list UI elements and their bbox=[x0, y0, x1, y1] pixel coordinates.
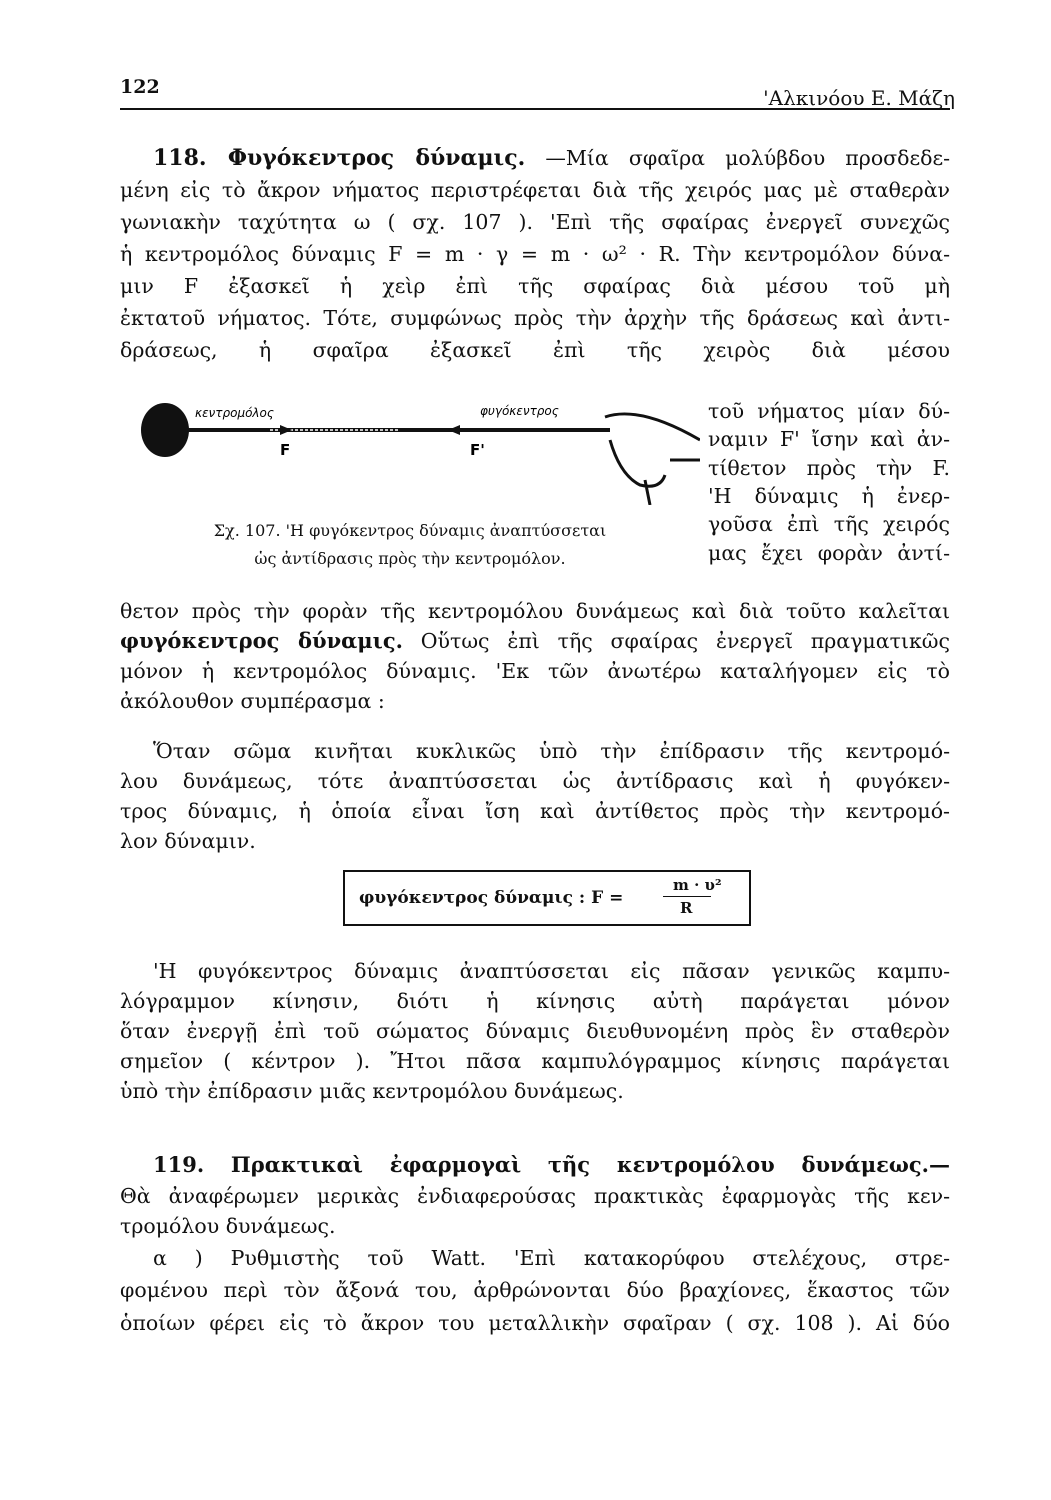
formula-denominator: R bbox=[680, 899, 693, 917]
figure-caption: ὡς ἀντίδρασις πρὸς τὴν κεντρομόλον. bbox=[254, 549, 566, 568]
text-line: ὁποίων φέρει εἰς τὸ ἄκρον του μεταλλικὴν σφαῖραν ( σχ. 108 ). Αἱ δύο bbox=[120, 1311, 950, 1335]
text-line: γοῦσα ἐπὶ τῆς χειρός bbox=[708, 512, 950, 536]
text-line: ὑπὸ τὴν ἐπίδρασιν μιᾶς κεντρομόλου δυνάμεως. bbox=[120, 1079, 624, 1103]
text-line: δράσεως, ἡ σφαῖρα ἐξασκεῖ ἐπὶ τῆς χειρὸς διὰ μέσου bbox=[120, 338, 950, 362]
text-line bbox=[120, 628, 950, 654]
page-number: 122 bbox=[120, 76, 160, 98]
text-line: ναμιν F' ἴσην καὶ ἀν- bbox=[708, 427, 950, 451]
text-line: 'Η φυγόκεντρος δύναμις ἀναπτύσσεται εἰς πᾶσαν γενικῶς καμπυ- bbox=[153, 959, 950, 983]
conclusion-line: λου δυνάμεως, τότε ἀναπτύσσεται ὡς ἀντίδρασις καὶ ἡ φυγόκεν- bbox=[120, 769, 950, 793]
force-f-prime-label: F' bbox=[470, 441, 485, 459]
text-line: ἡ κεντρομόλος δύναμις F = m · γ = m · ω² · R. Τὴν κεντρομόλον δύνα- bbox=[120, 242, 950, 266]
text-line: σημεῖον ( κέντρον ). Ἤτοι πᾶσα καμπυλόγραμμος κίνησις παράγεται bbox=[120, 1049, 950, 1073]
text-line: τοῦ νήματος μίαν δύ- bbox=[708, 399, 950, 423]
formula-box bbox=[343, 870, 751, 926]
text-line: μόνον ἡ κεντρομόλος δύναμις. 'Εκ τῶν ἀνωτέρω καταλήγομεν εἰς τὸ bbox=[120, 659, 950, 683]
text-line: ἐκτατοῦ νήματος. Τότε, συμφώνως πρὸς τὴν ἀρχὴν τῆς δράσεως καὶ ἀντι- bbox=[120, 306, 950, 330]
text-line: μιν F ἐξασκεῖ ἡ χεὶρ ἐπὶ τῆς σφαίρας διὰ μέσου τοῦ μὴ bbox=[120, 274, 950, 298]
text-line: μένη εἰς τὸ ἄκρον νήματος περιστρέφεται διὰ τῆς χειρός μας μὲ σταθερὰν bbox=[120, 178, 950, 202]
conclusion-line: λον δύναμιν. bbox=[120, 829, 256, 853]
text-line: ἀκόλουθον συμπέρασμα : bbox=[120, 689, 385, 713]
text-line: τίθετον πρὸς τὴν F. bbox=[708, 456, 950, 480]
section-118-line bbox=[153, 145, 950, 171]
text-line: α ) Ρυθμιστὴς τοῦ Watt. 'Επὶ κατακορύφου στελέχους, στρε- bbox=[153, 1246, 950, 1270]
text-line: γωνιακὴν ταχύτητα ω ( σχ. 107 ). 'Επὶ τῆς σφαίρας ἐνεργεῖ συνεχῶς bbox=[120, 210, 950, 234]
conclusion-line: τρος δύναμις, ἡ ὁποία εἶναι ἴση καὶ ἀντίθετος πρὸς τὴν κεντρομό- bbox=[120, 799, 950, 823]
force-f-label: F bbox=[280, 441, 291, 459]
text-line: μας ἔχει φορὰν ἀντί- bbox=[708, 541, 950, 565]
text-line: φομένου περὶ τὸν ἄξονά του, ἀρθρώνονται δύο βραχίονες, ἕκαστος τῶν bbox=[120, 1278, 950, 1302]
header-rule bbox=[120, 108, 950, 110]
label-centrifugal: φυγόκεντρος bbox=[480, 404, 559, 418]
sphere-string-hand-illustration bbox=[140, 395, 700, 505]
text: —Μία σφαῖρα μολύβδου προσδεδε- bbox=[545, 146, 950, 170]
text-line: τρομόλου δυνάμεως. bbox=[120, 1214, 336, 1238]
section-118-title: 118. Φυγόκεντρος δύναμις. bbox=[153, 145, 526, 171]
figure-107 bbox=[140, 395, 700, 509]
text: Οὕτως ἐπὶ τῆς σφαίρας ἐνεργεῖ πραγματικῶς bbox=[420, 629, 950, 653]
conclusion-line: Ὅταν σῶμα κινῆται κυκλικῶς ὑπὸ τὴν ἐπίδρασιν τῆς κεντρομό- bbox=[153, 739, 950, 763]
running-header-author: 'Αλκινόου Ε. Μάζη bbox=[763, 86, 955, 110]
formula-numerator: m · υ² bbox=[673, 876, 722, 894]
bold-term: φυγόκεντρος δύναμις. bbox=[120, 628, 403, 653]
label-centripetal: κεντρομόλος bbox=[195, 406, 274, 420]
figure-caption: Σχ. 107. 'Η φυγόκεντρος δύναμις ἀναπτύσσεται bbox=[213, 521, 607, 540]
text-line: Θὰ ἀναφέρωμεν μερικὰς ἐνδιαφερούσας πρακτικὰς ἐφαρμογὰς τῆς κεν- bbox=[120, 1184, 950, 1208]
formula-label: φυγόκεντρος δύναμις : F = bbox=[359, 888, 624, 908]
text-line: θετον πρὸς τὴν φορὰν τῆς κεντρομόλου δυνάμεως καὶ διὰ τοῦτο καλεῖται bbox=[120, 599, 950, 623]
fraction-bar bbox=[663, 896, 711, 897]
text-line: λόγραμμον κίνησιν, διότι ἡ κίνησις αὐτὴ παράγεται μόνον bbox=[120, 989, 950, 1013]
text-line: 'Η δύναμις ἡ ἐνερ- bbox=[708, 484, 950, 508]
section-119-title: 119. Πρακτικαὶ ἐφαρμογαὶ τῆς κεντρομόλου δυνάμεως.— bbox=[153, 1152, 950, 1177]
text-line: ὅταν ἐνεργῇ ἐπὶ τοῦ σώματος δύναμις διευθυνομένη πρὸς ἓν σταθερὸν bbox=[120, 1019, 950, 1043]
